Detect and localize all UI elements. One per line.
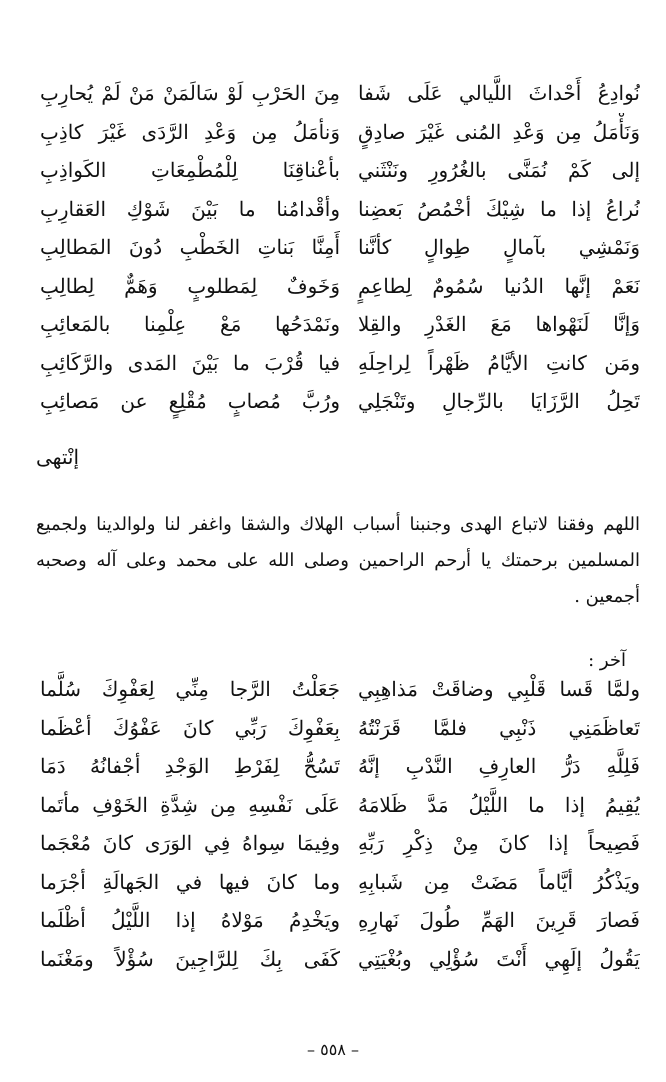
verse-row (40, 267, 640, 306)
verse-second-hemistich: عَلَى نَفْسِهِ مِن شِدَّةِ الخَوْفِ مأتَما (40, 792, 340, 817)
verse-first-hemistich: وَنَأْمَلُ مِن وَعْدِ المُنى غَيْرَ صادِقٍ (358, 119, 640, 144)
verse-second-hemistich: أَمِنَّا بَناتِ الخَطْبِ دُونَ المَطالِبِ (40, 235, 340, 259)
verse-row (40, 786, 640, 825)
verse-second-hemistich: وفِيمَا سِواهُ فِي الوَرَى كانَ مُعْجَما (40, 831, 340, 855)
verse-second-hemistich: وَخَوفٌ لِمَطلوبٍ وَهَمٌّ لِطالِبِ (40, 273, 340, 298)
verse-first-hemistich: تَحِلُ الرَّزَايَا بالرِّجالِ وتَنْجَلِي (358, 389, 640, 413)
verse-first-hemistich: يُقِيمُ إذا ما اللَّيْلُ مَدَّ ظَلامَهُ (358, 792, 640, 817)
poem-second (40, 670, 640, 978)
verse-row (40, 190, 640, 229)
verse-first-hemistich: نُراعُ إذا ما شِيْكَ أخْمُصُ بَعضِنا (358, 196, 640, 221)
verse-second-hemistich: فيا قُرْبَ ما بَيْنَ المَدى والرَّكَائِبِ (40, 350, 340, 375)
verse-second-hemistich: وأقْدامُنا ما بَيْنَ شَوْكِ العَقارِبِ (40, 196, 340, 221)
verse-row (40, 228, 640, 267)
verse-row (40, 901, 640, 940)
verse-row (40, 344, 640, 383)
verse-row (40, 747, 640, 786)
verse-first-hemistich: نَعَمْ إنَّها الدُنيا سُمُومٌ لِطاعِمٍ (358, 273, 640, 298)
verse-first-hemistich: تَعاظَمَنِي ذَنْبِي فلمَّا قَرَنْتُهُ (358, 715, 640, 740)
verse-second-hemistich: وَنأمَلُ مِن وَعْدِ الرَّدَى غَيْرَ كاذِبِ (40, 119, 340, 144)
verse-second-hemistich: ويَخْدِمُ مَوْلاهُ إذا اللَّيْلُ أظْلَما (40, 908, 340, 932)
verse-row (40, 74, 640, 113)
verse-second-hemistich: كَفَى بِكَ لِلرَّاجِينَ سُؤْلاً ومَغْنَما (40, 946, 340, 971)
verse-first-hemistich: فَصارَ قَرِينَ الهَمِّ طُولَ نَهارِهِ (358, 908, 640, 932)
verse-second-hemistich: جَعَلْتُ الرَّجا مِنِّي لِعَفْوِكَ سُلَّما (40, 677, 340, 701)
verse-first-hemistich: فَصِيحاً إذا كانَ مِنْ ذِكْرِ رَبِّهِ (358, 831, 640, 855)
verse-first-hemistich: نُوادِعُ أَحْداثَ اللَّيالي عَلَى شَفا (358, 81, 640, 105)
end-word: إنْتهى (36, 445, 80, 469)
verse-second-hemistich: ورُبَّ مُصابٍ مُقْلِعٍ عن مَصائِبِ (40, 389, 340, 413)
verse-row (40, 709, 640, 748)
verse-first-hemistich: ومَن كانتِ الأيَّامُ ظَهْراً لِراحِلَهِ (358, 350, 640, 375)
verse-first-hemistich: ويَذْكُرُ أيَّاماً مَضَتْ مِن شَبابِهِ (358, 869, 640, 894)
prose-paragraph: اللهم وفقنا لاتباع الهدى وجنبنا أسباب الهلاك والشقا واغفر لنا ولوالدينا ولجميع المسلمين برحمتك يا أرحم الراحمين وصلى الله على محمد وعلى آله وصحبه أجمعين . (36, 514, 640, 607)
verse-row (40, 382, 640, 421)
poem-first (40, 74, 640, 421)
verse-row (40, 940, 640, 979)
verse-first-hemistich: وَإنَّا لَنَهْواها مَعَ الغَدْرِ والقِلا (358, 312, 640, 336)
page-number: – ٥٥٨ – (307, 1040, 359, 1059)
verse-row (40, 151, 640, 190)
verse-second-hemistich: ونَمْدَحُها مَعْ عِلْمِنا بالمَعائِبِ (40, 312, 340, 336)
verse-second-hemistich: بأعْناقِنَا لِلْمُطْمِعَاتِ الكَواذِبِ (40, 158, 340, 182)
verse-first-hemistich: وَنَمْشِي بآمالٍ طِوالٍ كأنَّنا (358, 235, 640, 259)
verse-second-hemistich: مِنَ الحَرْبِ لَوْ سَالَمَنْ مَنْ لَمْ يُحارِبِ (40, 81, 340, 105)
verse-first-hemistich: إلى كَمْ نُمَنَّى بالغُرُورِ ونَنْثَني (358, 158, 640, 182)
verse-second-hemistich: بِعَفْوِكَ رَبِّي كانَ عَفْوُكَ أعْظَما (40, 715, 340, 740)
verse-row (40, 824, 640, 863)
verse-second-hemistich: وما كانَ فيها في الجَهالَةِ أجْرَما (40, 869, 340, 894)
verse-row (40, 113, 640, 152)
other-label: آخر : (588, 650, 626, 671)
verse-second-hemistich: تَسُحُّ لِفَرْطِ الوَجْدِ أجْفانُهُ دَمَا (40, 754, 340, 778)
verse-first-hemistich: يَقُولُ إلَهِي أَنْتَ سُؤْلِي وبُغْيَتِي (358, 946, 640, 971)
verse-row (40, 670, 640, 709)
verse-first-hemistich: فَلِلَّهِ دَرُّ العارِفِ النَّدْبِ إنَّهُ (358, 754, 640, 778)
verse-row (40, 863, 640, 902)
verse-row (40, 305, 640, 344)
verse-first-hemistich: ولمَّا قَسا قَلْبِي وضاقَتْ مَذاهِبِي (358, 677, 640, 701)
